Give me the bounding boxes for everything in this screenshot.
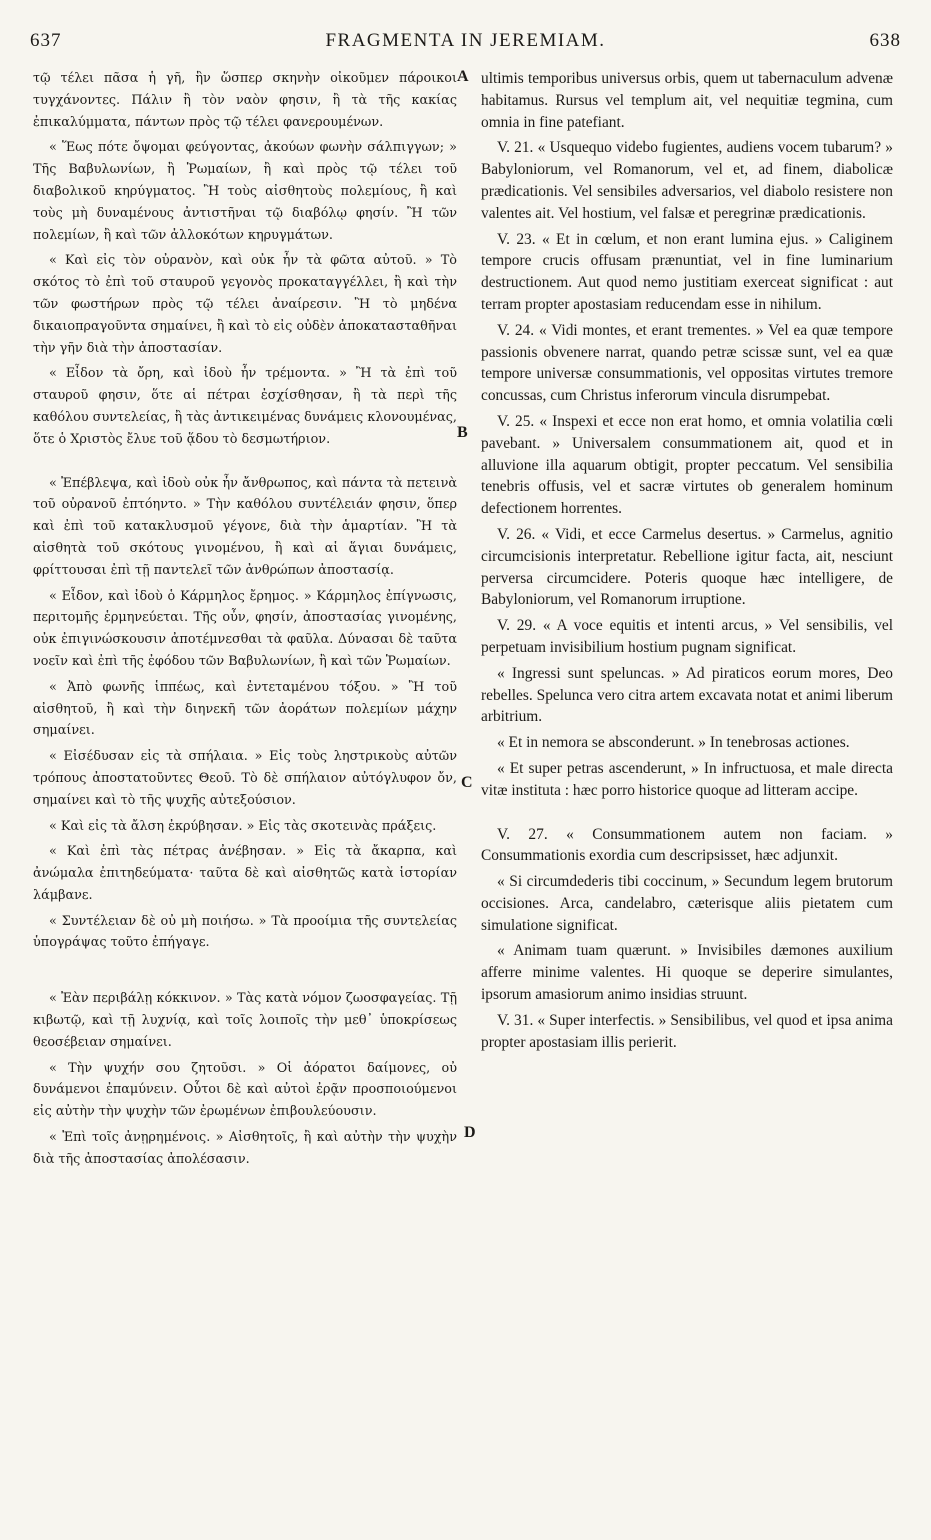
- latin-paragraph: « Et super petras ascenderunt, » In infructuosa, et male directa vitæ instituta : hæc porro historice quoque ad litteram accipe.: [481, 759, 893, 799]
- latin-paragraph: V. 24. « Vidi montes, et erant trementes. » Vel ea quæ tempore passionis obvenere narrat, quando petræ scissæ sunt, vel ea quæ tempore universæ consummationis, vel oppositas virtutes tremore concussas, cum Christus inferorum vincula disrumpebat.: [481, 321, 893, 405]
- spacer: [481, 806, 893, 824]
- greek-paragraph: « Ἕως πότε ὄψομαι φεύγοντας, ἀκούων φωνὴν σάλπιγγων; » Τῆς Βαβυλωνίων, ἢ Ῥωμαίων, ἢ καὶ πρὸς τῷ τέλει τοῦ διαβολικοῦ κηρύγματος. Ἢ τοὺς αἰσθητοὺς πολεμίους, ἢ καὶ τοὺς μὴ δυναμένους ἀντιστῆναι τῷ διαβόλῳ φησίν. Ἢ τῶν πολεμίων, ἢ καὶ τῶν ἀλλοκότων κηρυγμάτων.: [33, 140, 457, 243]
- latin-paragraph: V. 26. « Vidi, et ecce Carmelus desertus. » Carmelus, agnitio circumcisionis interpretatur. Rebellione igitur facta, ait, nesciunt perversa circumcidere. Poteris quoque hæc intelligere, de Babyloniorum, vel Romanorum irruptione.: [481, 525, 893, 609]
- greek-paragraph: τῷ τέλει πᾶσα ἡ γῆ, ἣν ὥσπερ σκηνὴν οἰκοῦμεν πάροικοι τυγχάνοντες. Πάλιν ἢ τὸν ναὸν φησιν, ἢ τὰ τῆς κακίας ἐπικαλύμματα, πάντων πρὸς τῷ τέλει φανερουμένων.: [33, 71, 457, 130]
- latin-paragraph: « Ingressi sunt speluncas. » Ad piraticos eorum mores, Deo rebelles. Spelunca vero citra artem excavata notat et animi liberum arbitrium.: [481, 664, 893, 726]
- latin-column: [481, 68, 893, 1057]
- latin-paragraph: V. 23. « Et in cœlum, et non erant lumina ejus. » Caliginem tempore crucis offusam prænuntiat, vel in fine luminarium destructionem. Aut quod nemo justitiam exerceat significat : aut terram propter apostasiam reducendam esse in nihilum.: [481, 230, 893, 313]
- greek-paragraph: « Συντέλειαν δὲ οὐ μὴ ποιήσω. » Τὰ προοίμια τῆς συντελείας ὑπογράψας τοῦτο ἐπήγαγε.: [33, 913, 457, 951]
- running-header: [30, 30, 901, 60]
- greek-paragraph: « Ἐπὶ τοῖς ἀνῃρημένοις. » Αἰσθητοῖς, ἢ καὶ αὐτὴν τὴν ψυχὴν διὰ τῆς ἀποστασίας ἀπολέσασιν.: [33, 1130, 457, 1167]
- latin-paragraph: V. 25. « Inspexi et ecce non erat homo, et omnia volatilia cœli pavebant. » Universalem consummationem ait, quod et in alluvione illa aquarum obtigit, propter peccatum. Vel sensibilia tenebris offusis, vel et sacræ virtutes ob generalem hominum defectionem horrentes.: [481, 412, 893, 518]
- latin-paragraph: « Animam tuam quærunt. » Invisibiles dæmones auxilium afferre minime valentes. Hi quoque se deperire simulantes, ipsorum amasiorum animo insidias struunt.: [481, 942, 893, 1004]
- latin-paragraph: V. 29. « A voce equitis et intenti arcus, » Vel sensibilis, vel perpetuam invisibilium hostium pugnam significat.: [481, 617, 893, 656]
- spacer: [33, 455, 457, 473]
- page-number-left: 637: [30, 30, 62, 51]
- latin-paragraph: V. 21. « Usquequo videbo fugientes, audiens vocem tubarum? » Babyloniorum, vel Romanorum, vel et, ad finem, diabolicæ prædicationis. Vel sensibiles adversarios, vel diabolo resistere non valentes ait. Vel hostium, vel falsæ et peregrinæ prædicationis.: [481, 139, 893, 222]
- greek-paragraph: « Εἰσέδυσαν εἰς τὰ σπήλαια. » Εἰς τοὺς ληστρικοὺς αὐτῶν τρόπους ἀποστατοῦντες Θεοῦ. Τὸ δὲ σπήλαιον αὐτόγλυφον ὄν, σημαίνει καὶ τὸ τῆς ψυχῆς αὐτεξούσιον.: [33, 749, 457, 808]
- section-marker-d: D: [464, 1124, 476, 1141]
- section-marker-b: B: [457, 424, 468, 441]
- section-marker-a: A: [457, 68, 469, 85]
- greek-paragraph: « Τὴν ψυχήν σου ζητοῦσι. » Οἱ ἀόρατοι δαίμονες, οὐ δυνάμενοι ἐπαμύνειν. Οὗτοι δὲ καὶ αὐτοὶ ἐρᾷν προσποιούμενοι εἰς αὐτὴν τὴν ψυχὴν τῶν ἐρωμένων ἐπιβουλεύουσιν.: [33, 1060, 457, 1120]
- greek-paragraph: « Καὶ εἰς τὰ ἄλση ἐκρύβησαν. » Εἰς τὰς σκοτεινὰς πράξεις.: [49, 818, 437, 834]
- greek-paragraph: « Ἀπὸ φωνῆς ἱππέως, καὶ ἐντεταμένου τόξου. » Ἢ τοῦ αἰσθητοῦ, ἢ καὶ τὴν διηνεκῆ τῶν ἀοράτων πολεμίων μάχην σημαίνει.: [33, 679, 457, 739]
- latin-paragraph: ultimis temporibus universus orbis, quem ut tabernaculum advenæ habitamus. Rursus vel templum ait, vel nequitiæ tegmina, cum omnia in fine patefiant.: [481, 70, 893, 131]
- page-number-right: 638: [869, 30, 901, 51]
- greek-column: [33, 68, 457, 1175]
- latin-paragraph: « Et in nemora se absconderunt. » In tenebrosas actiones.: [497, 734, 850, 752]
- greek-paragraph: « Εἶδον τὰ ὄρη, καὶ ἰδοὺ ἦν τρέμοντα. » Ἢ τὰ ἐπὶ τοῦ σταυροῦ φησιν, ὅτε αἱ πέτραι ἐσχίσθησαν, ἢ τὰ περὶ τῆς καθόλου συντελείας, ἢ τὰς ἀντικειμένας δυνάμεις κλονουμένας, ὅτε ὁ Χριστὸς ἔλυε τοῦ ᾅδου τὸ δεσμωτήριον.: [33, 366, 457, 447]
- greek-paragraph: « Εἶδον, καὶ ἰδοὺ ὁ Κάρμηλος ἔρημος. » Κάρμηλος ἐπίγνωσις, περιτομῆς ἑρμηνεύεται. Τῆς οὖν, φησίν, ἀποστασίας γινομένης, οὐκ ἐπιγινώσκουσιν ἀποτέμνεσθαι τὰ φαῦλα. Δύνασαι δὲ ταῦτα νοεῖν καὶ ἐπὶ τῆς ἐφόδου τῶν Βαβυλωνίων, ἢ καὶ τῶν Ῥωμαίων.: [33, 588, 457, 669]
- section-marker-c: C: [461, 774, 473, 791]
- latin-paragraph: V. 27. « Consummationem autem non faciam. » Consummationis exordia cum descripsisset, hæc adjunxit.: [481, 825, 893, 865]
- latin-paragraph: V. 31. « Super interfectis. » Sensibilibus, vel quod et ipsa anima propter apostasiam illis perierit.: [481, 1011, 893, 1051]
- greek-paragraph: « Ἐὰν περιβάλῃ κόκκινον. » Τὰς κατὰ νόμον ζωοσφαγείας. Τῇ κιβωτῷ, καὶ τῇ λυχνίᾳ, καὶ τοῖς λοιποῖς τὴν μεθ᾽ ὑποκρίσεως θεοσέβειαν σημαίνει.: [33, 991, 457, 1050]
- greek-paragraph: « Ἐπέβλεψα, καὶ ἰδοὺ οὐκ ἦν ἄνθρωπος, καὶ πάντα τὰ πετεινὰ τοῦ οὐρανοῦ ἐπτόηντο. » Τὴν καθόλου συντέλειάν φησιν, ὅπερ καὶ ἐπὶ τοῦ κατακλυσμοῦ γέγονε, διὰ τὴν ἁμαρτίαν. Ἢ τὰ αἰσθητὰ τοῦ σκότους γινομένου, ἢ καὶ αἱ ἅγιαι δυνάμεις, φρίττουσαι ἐπὶ τῇ παντελεῖ τῶν ἀνθρώπων ἀποστασίᾳ.: [33, 475, 457, 578]
- spacer: [33, 958, 457, 988]
- greek-paragraph: « Καὶ ἐπὶ τὰς πέτρας ἀνέβησαν. » Εἰς τὰ ἄκαρπα, καὶ ἀνώμαλα ἐπιτηδεύματα· ταῦτα δὲ καὶ αἰσθητῶς κατὰ ἱστορίαν λάμβανε.: [33, 844, 457, 903]
- latin-paragraph: « Si circumdederis tibi coccinum, » Secundum legem brutorum occisiones. Arca, candelabro, cæterisque aliis pietatem cum simulatione significat.: [481, 873, 893, 934]
- page-title: FRAGMENTA IN JEREMIAM.: [325, 30, 606, 51]
- greek-paragraph: « Καὶ εἰς τὸν οὐρανὸν, καὶ οὐκ ἦν τὰ φῶτα αὐτοῦ. » Τὸ σκότος τὸ ἐπὶ τοῦ σταυροῦ γεγονὸς προκαταγγέλλει, ἢ καὶ τὴν τῶν φωστήρων πρὸς τῷ τέλει ἀναίρεσιν. Ἢ τὸ μηδένα δικαιοπραγοῦντα σημαίνει, ἢ καὶ τὸ εἰς οὐδὲν ἀποκατασταθῆναι τὴν γῆν διὰ τὴν ἀποστασίαν.: [33, 253, 457, 356]
